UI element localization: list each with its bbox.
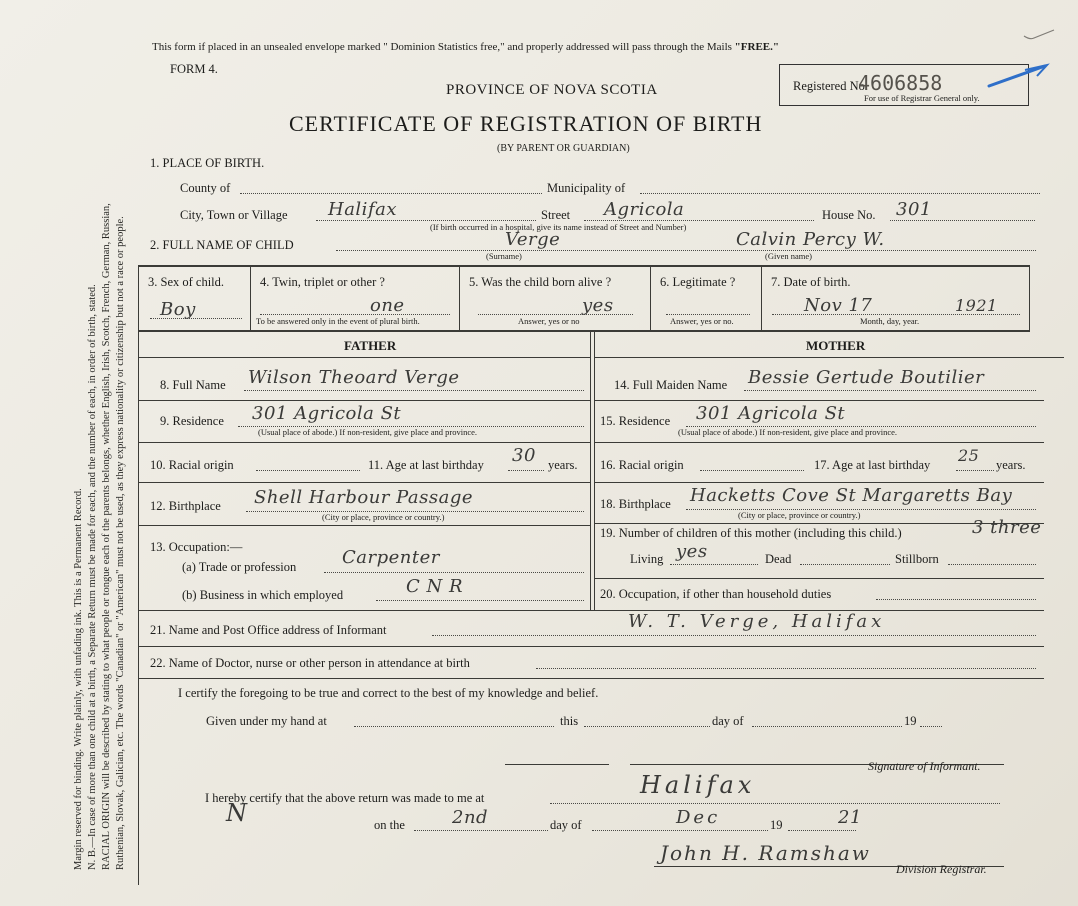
father-rule-1 [138, 400, 590, 401]
father-trade-line [324, 572, 584, 573]
father-heading-rule [138, 357, 590, 358]
given-at-field[interactable] [354, 726, 554, 727]
father-business-value[interactable]: C N R [406, 576, 464, 597]
mother-birthplace-label: 18. Birthplace [600, 497, 671, 511]
registrar-day-line [414, 830, 548, 831]
row3-divider-4 [761, 265, 762, 330]
house-value[interactable]: 301 [896, 199, 932, 220]
doctor-field[interactable] [536, 668, 1036, 669]
certificate-subtitle: (BY PARENT OR GUARDIAN) [497, 143, 630, 154]
father-trade-value[interactable]: Carpenter [342, 547, 440, 568]
father-birthplace-label: 12. Birthplace [150, 499, 221, 513]
this-label: this [560, 714, 579, 728]
legitimate-note: Answer, yes or no. [670, 316, 734, 326]
mother-residence-note: (Usual place of abode.) If non-resident, give place and province. [678, 427, 898, 437]
father-age-line [508, 470, 544, 471]
province-title: PROVINCE OF NOVA SCOTIA [446, 82, 658, 98]
father-racial-field[interactable] [256, 470, 360, 471]
mother-occupation-label: 20. Occupation, if other than household duties [600, 587, 832, 601]
mother-birthplace-note: (City or place, province or country.) [738, 510, 861, 520]
sex-label: 3. Sex of child. [148, 275, 225, 289]
registrar-year-prefix: 19 [770, 818, 783, 832]
child-given-value[interactable]: Calvin Percy W. [736, 229, 885, 250]
mother-heading-rule [594, 357, 1064, 358]
father-rule-3 [138, 482, 590, 483]
street-label: Street [541, 208, 571, 222]
mother-children-label: 19. Number of children of this mother (including this child.) [600, 526, 902, 540]
legitimate-field[interactable] [666, 314, 750, 315]
hospital-note: (If birth occurred in a hospital, give its name instead of Street and Number) [430, 222, 687, 232]
certify-statement: I certify the foregoing to be true and correct to the best of my knowledge and belief. [178, 686, 599, 700]
sex-value[interactable]: Boy [160, 299, 196, 320]
registrar-statement: I hereby certify that the above return was made to me at [205, 791, 485, 805]
father-birthplace-value[interactable]: Shell Harbour Passage [254, 487, 474, 508]
registrar-month-value[interactable]: Dec [676, 807, 721, 828]
father-heading: FATHER [344, 338, 397, 353]
margin-line-1: Margin reserved for binding. Write plainly, with unfading ink. This is a Permanent Record. [73, 488, 84, 870]
city-field-line [316, 220, 536, 221]
father-rule-2 [138, 442, 590, 443]
father-racial-label: 10. Racial origin [150, 458, 234, 472]
date-note: Month, day, year. [860, 316, 920, 326]
registrar-number-value[interactable]: N [226, 799, 248, 827]
twin-value[interactable]: one [370, 295, 405, 316]
sig-informant-label: Signature of Informant. [868, 759, 981, 773]
county-label: County of [180, 181, 231, 195]
row3-top-rule [138, 265, 1030, 267]
doctor-top-rule [138, 646, 1044, 647]
row3-right-rule [1029, 265, 1030, 330]
mother-dead-field[interactable] [800, 564, 890, 565]
mother-living-line [670, 564, 758, 565]
twin-note: To be answered only in the event of plural birth. [256, 316, 420, 326]
child-name-label: 2. FULL NAME OF CHILD [150, 238, 294, 252]
municipality-label: Municipality of [547, 181, 626, 195]
municipality-field[interactable] [640, 193, 1040, 194]
mother-birthplace-value[interactable]: Hacketts Cove St Margaretts Bay [690, 485, 1013, 506]
informant-value[interactable]: W. T. Verge, Halifax [628, 611, 886, 632]
father-name-value[interactable]: Wilson Theoard Verge [248, 367, 460, 388]
registrar-note: For use of Registrar General only. [864, 93, 980, 103]
row3-bottom-rule [138, 330, 1030, 332]
registrar-year-value[interactable]: 21 [838, 807, 862, 828]
division-registrar-label: Division Registrar. [896, 862, 987, 876]
father-age-years: years. [548, 458, 578, 472]
mother-stillborn-field[interactable] [948, 564, 1036, 565]
father-business-label: (b) Business in which employed [182, 588, 344, 602]
row3-divider-1 [250, 265, 251, 330]
father-name-line [244, 390, 584, 391]
given-year-prefix: 19 [904, 714, 917, 728]
registrar-signature-value[interactable]: John H. Ramshaw [660, 841, 871, 865]
alive-label: 5. Was the child born alive ? [469, 275, 612, 289]
father-residence-value[interactable]: 301 Agricola St [252, 403, 402, 424]
father-residence-note: (Usual place of abode.) If non-resident, give place and province. [258, 427, 478, 437]
father-trade-label: (a) Trade or profession [182, 560, 297, 574]
father-age-label: 11. Age at last birthday [368, 458, 484, 472]
registrar-year-line [788, 830, 856, 831]
given-note: (Given name) [765, 251, 812, 261]
registrar-day-of: day of [550, 818, 582, 832]
date-label: 7. Date of birth. [771, 275, 851, 289]
informant-label: 21. Name and Post Office address of Informant [150, 623, 387, 637]
mother-heading: MOTHER [806, 338, 866, 353]
pencil-tick-icon [1020, 26, 1060, 44]
mother-racial-label: 16. Racial origin [600, 458, 684, 472]
registrar-month-line [592, 830, 768, 831]
street-value[interactable]: Agricola [604, 199, 685, 220]
county-field[interactable] [240, 193, 542, 194]
parents-divider-a [590, 330, 591, 610]
margin-line-3: RACIAL ORIGIN will be described by stating to what people or tongue each of the parents belongs, whether English, Irish, Scotch, French, German, Russian, [101, 203, 112, 870]
mother-dead-label: Dead [765, 552, 792, 566]
alive-note: Answer, yes or no [518, 316, 580, 326]
legitimate-label: 6. Legitimate ? [660, 275, 736, 289]
father-business-line [376, 600, 584, 601]
city-label: City, Town or Village [180, 208, 288, 222]
doctor-label: 22. Name of Doctor, nurse or other person in attendance at birth [150, 656, 470, 670]
mother-age-value[interactable]: 25 [958, 446, 980, 465]
informant-top-rule [138, 610, 1044, 611]
mother-rule-1 [594, 400, 1044, 401]
year-value[interactable]: 1921 [955, 296, 998, 315]
father-residence-label: 9. Residence [160, 414, 224, 428]
date-value[interactable]: Nov 17 [804, 295, 873, 316]
parents-divider-b [594, 330, 595, 610]
registrar-place-value[interactable]: Halifax [640, 771, 756, 799]
check-mark-icon [985, 60, 1055, 90]
mother-stillborn-label: Stillborn [895, 552, 939, 566]
mother-name-label: 14. Full Maiden Name [614, 378, 728, 392]
mother-age-line [956, 470, 994, 471]
sig-short-rule [505, 764, 609, 765]
left-border [138, 265, 139, 885]
father-age-value[interactable]: 30 [512, 445, 536, 466]
mother-age-years: years. [996, 458, 1026, 472]
child-surname-value[interactable]: Verge [505, 229, 561, 250]
mother-rule-5 [594, 578, 1044, 579]
mother-children-value[interactable]: 3 three [972, 517, 1042, 538]
house-field-line [890, 220, 1035, 221]
row3-divider-3 [650, 265, 651, 330]
given-month-field[interactable] [752, 726, 902, 727]
father-occupation-label: 13. Occupation:— [150, 540, 243, 554]
mother-age-label: 17. Age at last birthday [814, 458, 931, 472]
city-value[interactable]: Halifax [328, 199, 397, 220]
registered-number: 4606858 [858, 71, 943, 95]
registrar-on-the: on the [374, 818, 405, 832]
father-rule-4 [138, 525, 590, 526]
mother-name-value[interactable]: Bessie Gertude Boutilier [748, 367, 985, 388]
registrar-day-value[interactable]: 2nd [452, 807, 489, 828]
form-number: FORM 4. [170, 62, 218, 76]
mother-occupation-field[interactable] [876, 599, 1036, 600]
mail-note: This form if placed in an unsealed envelope marked " Dominion Statistics free," and properly addressed will pass through the Mails "FREE." [152, 41, 779, 53]
certify-top-rule [138, 678, 1044, 679]
mother-name-line [744, 390, 1036, 391]
child-name-line [336, 250, 1036, 251]
father-name-label: 8. Full Name [160, 378, 226, 392]
given-under-label: Given under my hand at [206, 714, 327, 728]
mother-living-value[interactable]: yes [676, 541, 708, 562]
mother-residence-value[interactable]: 301 Agricola St [696, 403, 846, 424]
mother-residence-label: 15. Residence [600, 414, 671, 428]
father-birthplace-note: (City or place, province or country.) [322, 512, 445, 522]
mother-living-label: Living [630, 552, 664, 566]
day-of-label: day of [712, 714, 744, 728]
mother-rule-3 [594, 482, 1044, 483]
certificate-title: CERTIFICATE OF REGISTRATION OF BIRTH [289, 111, 763, 136]
registrar-place-line [550, 803, 1000, 804]
given-day-field[interactable] [584, 726, 710, 727]
alive-value[interactable]: yes [582, 295, 614, 316]
place-of-birth-heading: 1. PLACE OF BIRTH. [150, 156, 265, 170]
margin-notes [72, 40, 126, 880]
given-year-field[interactable] [920, 726, 942, 727]
street-field-line [584, 220, 814, 221]
informant-line [432, 635, 1036, 636]
twin-field-line [260, 314, 450, 315]
twin-label: 4. Twin, triplet or other ? [260, 275, 385, 289]
mother-rule-2 [594, 442, 1044, 443]
house-label: House No. [822, 208, 876, 222]
margin-line-2: N. B.—In case of more than one child at a birth, a Separate Return must be made for each, and the number of each, in order of birth, stated. [87, 284, 98, 870]
row3-divider-2 [459, 265, 460, 330]
margin-line-4: Ruthenian, Slovak, Galician, etc. The words "Canadian" or "American" must not be used, as they express nationality or citizenship but not a race or people. [115, 216, 126, 870]
mother-racial-field[interactable] [700, 470, 804, 471]
registered-label: Registered No. [793, 79, 868, 93]
surname-note: (Surname) [486, 251, 522, 261]
